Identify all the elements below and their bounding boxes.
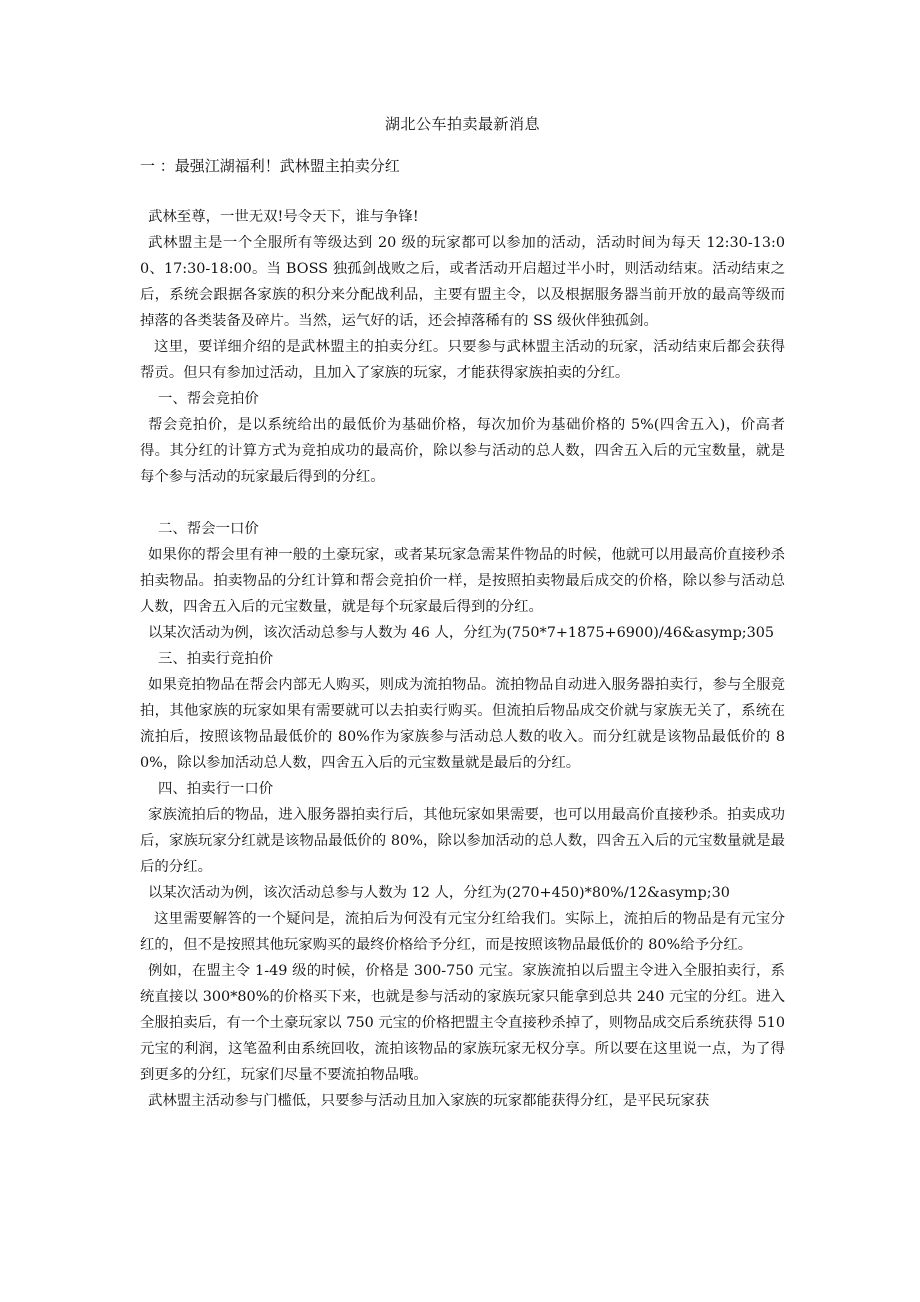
document-title: 湖北公车拍卖最新消息	[384, 115, 540, 133]
blank-line	[140, 490, 785, 516]
paragraph-auction-intro: 这里，要详细介绍的是武林盟主的拍卖分红。只要参与武林盟主活动的玩家，活动结束后都会获得帮贡。但只有参加过活动，且加入了家族的玩家，才能获得家族拍卖的分红。	[140, 339, 785, 381]
subheading-guild-bid: 一、帮会竞拍价	[158, 391, 259, 407]
paragraph-guild-bid: 帮会竞拍价，是以系统给出的最低价为基础价格，每次加价为基础价格的 5%(四舍五入)，价高者得。其分红的计算方式为竞拍成功的最高价，除以参与活动的总人数，四舍五入后的元宝数量，就是每个参与活动的玩家最后得到的分红。	[140, 417, 785, 485]
paragraph-motto: 武林至尊，一世无双!号令天下，谁与争锋!	[148, 209, 419, 225]
subheading-market-buyout: 四、拍卖行一口价	[158, 781, 274, 797]
paragraph-guild-buyout: 如果你的帮会里有神一般的土豪玩家，或者某玩家急需某件物品的时候，他就可以用最高价直接秒杀拍卖物品。拍卖物品的分红计算和帮会竞拍价一样，是按照拍卖物最后成交的价格，除以参与活动总人数，四舍五入后的元宝数量，就是每个玩家最后得到的分红。	[140, 547, 785, 615]
paragraph-example-12: 以某次活动为例，该次活动总参与人数为 12 人，分红为(270+450)*80%/12&asymp;30	[148, 885, 730, 901]
paragraph-example-token: 例如，在盟主令 1-49 级的时候，价格是 300-750 元宝。家族流拍以后盟主令进入全服拍卖行，系统直接以 300*80%的价格买下来，也就是参与活动的家族玩家只能拿到总共 240 元宝的分红。进入全服拍卖后，有一个土豪玩家以 750 元宝的价格把盟主令直接秒杀掉了，则物品成交后系统获得 510 元宝的利润，这笔盈利由系统回收，流拍该物品的家族玩家无权分享。所以要在这里说一点，为了得到更多的分红，玩家们尽量不要流拍物品哦。	[140, 963, 785, 1083]
paragraph-question: 这里需要解答的一个疑问是，流拍后为何没有元宝分红给我们。实际上，流拍后的物品是有元宝分红的，但不是按照其他玩家购买的最终价格给予分红，而是按照该物品最低价的 80%给予分红。	[140, 911, 785, 953]
document-page	[140, 112, 785, 1114]
paragraph-conclusion: 武林盟主活动参与门槛低，只要参与活动且加入家族的玩家都能获得分红，是平民玩家获	[148, 1093, 710, 1109]
paragraph-activity-intro: 武林盟主是一个全服所有等级达到 20 级的玩家都可以参加的活动，活动时间为每天 12:30-13:00、17:30-18:00。当 BOSS 独孤剑战败之后，或者活动开启超过半小时，则活动结束。活动结束之后，系统会跟据各家族的积分来分配战利品，主要有盟主令，以及根据服务器当前开放的最高等级而掉落的各类装备及碎片。当然，运气好的话，还会掉落稀有的 SS 级伙伴独孤剑。	[140, 235, 785, 329]
paragraph-market-buyout: 家族流拍后的物品，进入服务器拍卖行后，其他玩家如果需要，也可以用最高价直接秒杀。拍卖成功后，家族玩家分红就是该物品最低价的 80%，除以参加活动的总人数，四舍五入后的元宝数量就是最后的分红。	[140, 807, 785, 875]
paragraph-example-46: 以某次活动为例，该次活动总参与人数为 46 人，分红为(750*7+1875+6900)/46&asymp;305	[148, 625, 775, 641]
subheading-market-bid: 三、拍卖行竞拍价	[158, 651, 274, 667]
paragraph-market-bid: 如果竞拍物品在帮会内部无人购买，则成为流拍物品。流拍物品自动进入服务器拍卖行，参与全服竞拍，其他家族的玩家如果有需要就可以去拍卖行购买。但流拍后物品成交价就与家族无关了，系统在流拍后，按照该物品最低价的 80%作为家族参与活动总人数的收入。而分红就是该物品最低价的 80%，除以参加活动总人数，四舍五入后的元宝数量就是最后的分红。	[140, 677, 785, 771]
section-heading: 一 ：最强江湖福利！武林盟主拍卖分红	[140, 157, 400, 175]
subheading-guild-buyout: 二、帮会一口价	[158, 521, 259, 537]
